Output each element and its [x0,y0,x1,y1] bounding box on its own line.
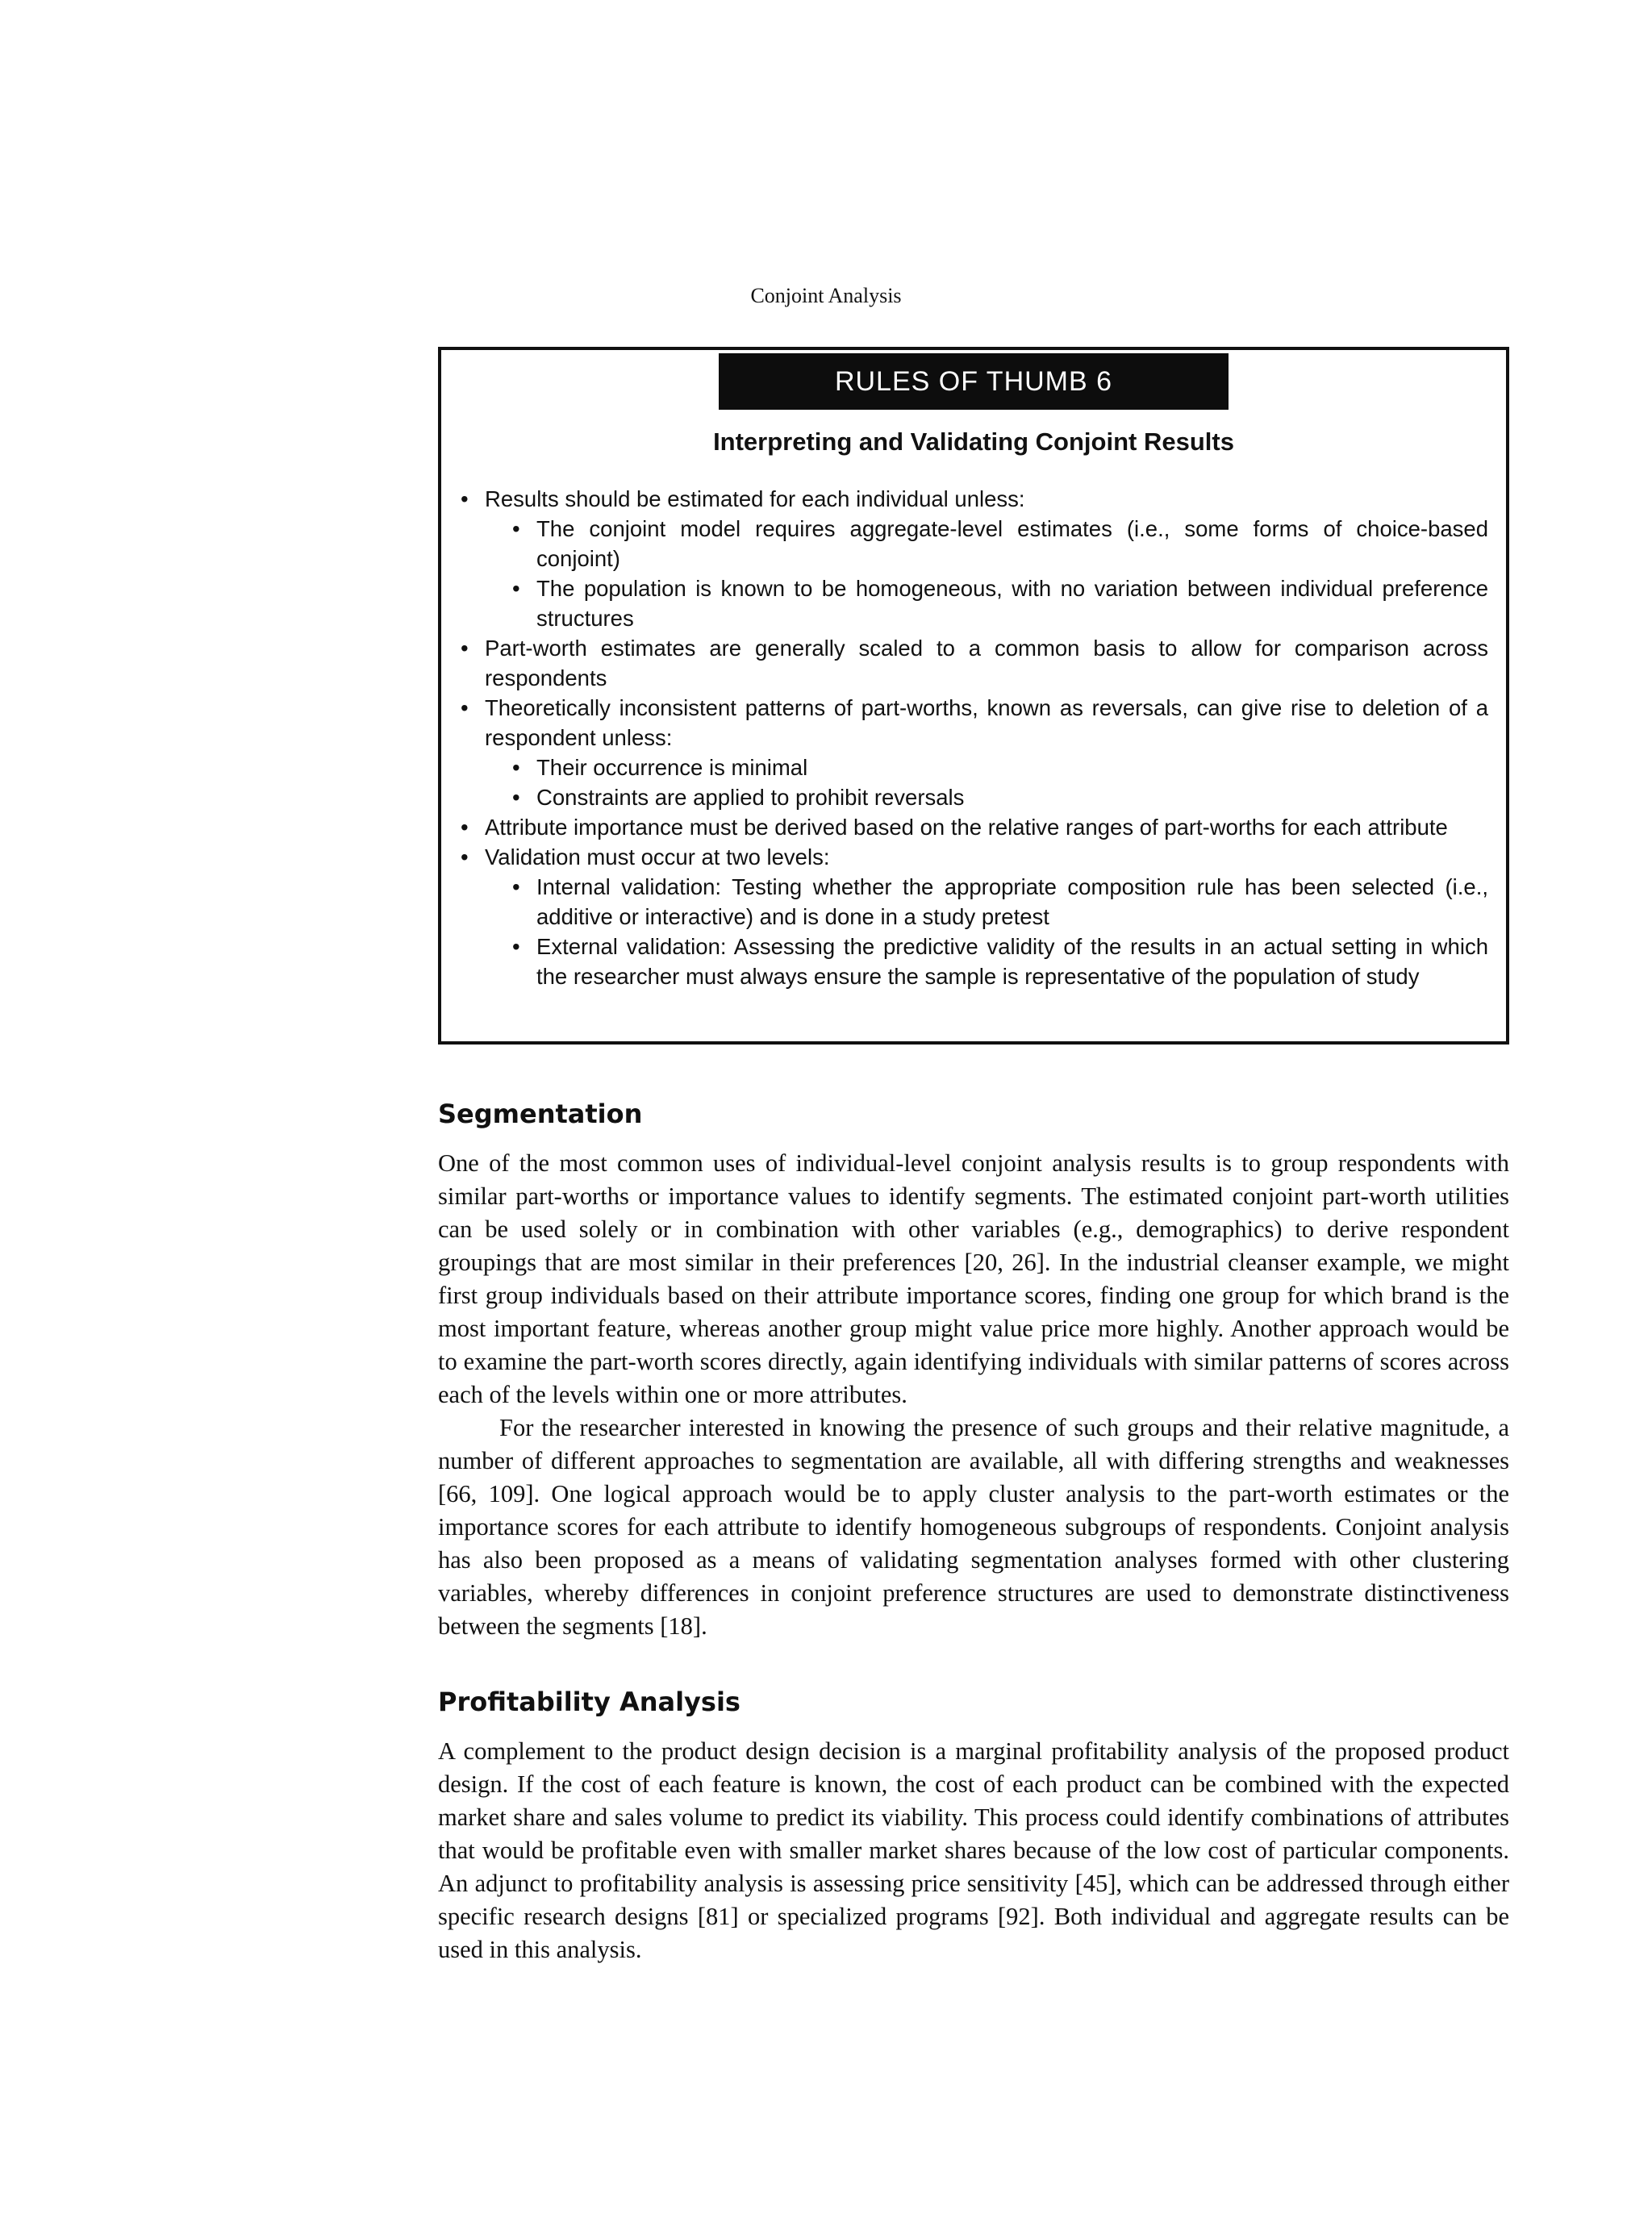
page-content [438,347,1509,1966]
profitability-heading: Profitability Analysis [438,1687,740,1717]
profitability-body [438,1735,1509,1966]
rule-text: Theoretically inconsistent patterns of part-worths, known as reversals, can give rise to deletion of a respondent unless: [485,695,1488,750]
rule-subitem: • The conjoint model requires aggregate-level estimates (i.e., some forms of choice-based conjoint) [511,514,1488,573]
body-paragraph: A complement to the product design decision is a marginal profitability analysis of the proposed product design. If the cost of each feature is known, the cost of each product can be combined with the expected market share and sales volume to predict its viability. This process could identify combinations of attributes that would be profitable even with smaller market shares because of the low cost of particular components. An adjunct to profitability analysis is assessing price sensitivity [45], which can be addressed through either specific research designs [81] or specialized programs [92]. Both individual and aggregate results can be used in this analysis. [438,1737,1509,1963]
rule-text: Results should be estimated for each individual unless: [485,486,1025,511]
segmentation-body [438,1147,1509,1643]
rule-sublist [485,872,1488,991]
running-head: Conjoint Analysis [750,284,902,307]
rule-text: Attribute importance must be derived based on the relative ranges of part-worths for each attribute [485,815,1448,840]
rules-of-thumb-box [438,347,1509,1045]
rule-text: Part-worth estimates are generally scaled to a common basis to allow for comparison across respondents [485,636,1488,690]
rule-sublist [485,514,1488,633]
rules-of-thumb-title: Interpreting and Validating Conjoint Results [713,427,1234,456]
rule-subitem: • The population is known to be homogeneous, with no variation between individual preference structures [511,573,1488,633]
rule-text: Validation must occur at two levels: [485,844,830,869]
rule-sublist [485,753,1488,812]
rule-subitem: • Constraints are applied to prohibit reversals [511,782,1488,812]
rules-list [459,484,1488,991]
rule-subitem: • External validation: Assessing the predictive validity of the results in an actual setting in which the researcher must always ensure the sample is representative of the population of study [511,932,1488,991]
rule-item [459,484,1488,633]
rules-of-thumb-banner: RULES OF THUMB 6 [719,353,1229,410]
rule-item [459,693,1488,812]
segmentation-heading: Segmentation [438,1099,643,1129]
body-paragraph: One of the most common uses of individual-level conjoint analysis results is to group respondents with similar part-worths or importance values to identify segments. The estimated conjoint part-worth utilities can be used solely or in combination with other variables (e.g., demographics) to derive respondent groupings that are most similar in their preferences [20, 26]. In the industrial cleanser example, we might first group individuals based on their attribute importance scores, finding one group for which brand is the most important feature, whereas another group might value price more highly. Another approach would be to examine the part-worth scores directly, again identifying individuals with similar patterns of scores across each of the levels within one or more attributes. [438,1149,1509,1408]
rule-item [459,842,1488,991]
rule-subitem: • Their occurrence is minimal [511,753,1488,782]
rule-item [459,633,1488,693]
body-paragraph: For the researcher interested in knowing the presence of such groups and their relative magnitude, a number of different approaches to segmentation are available, all with differing strengths and weaknesses [66, 109]. One logical approach would be to apply cluster analysis to the part-worth estimates or the importance scores for each attribute to identify homogeneous subgroups of respondents. Conjoint analysis has also been proposed as a means of validating segmentation analyses formed with other clustering variables, whereby differences in conjoint preference structures are used to demonstrate distinctiveness between the segments [18]. [438,1414,1509,1640]
rule-item [459,812,1488,842]
rule-subitem: • Internal validation: Testing whether the appropriate composition rule has been selected (i.e., additive or interactive) and is done in a study pretest [511,872,1488,932]
